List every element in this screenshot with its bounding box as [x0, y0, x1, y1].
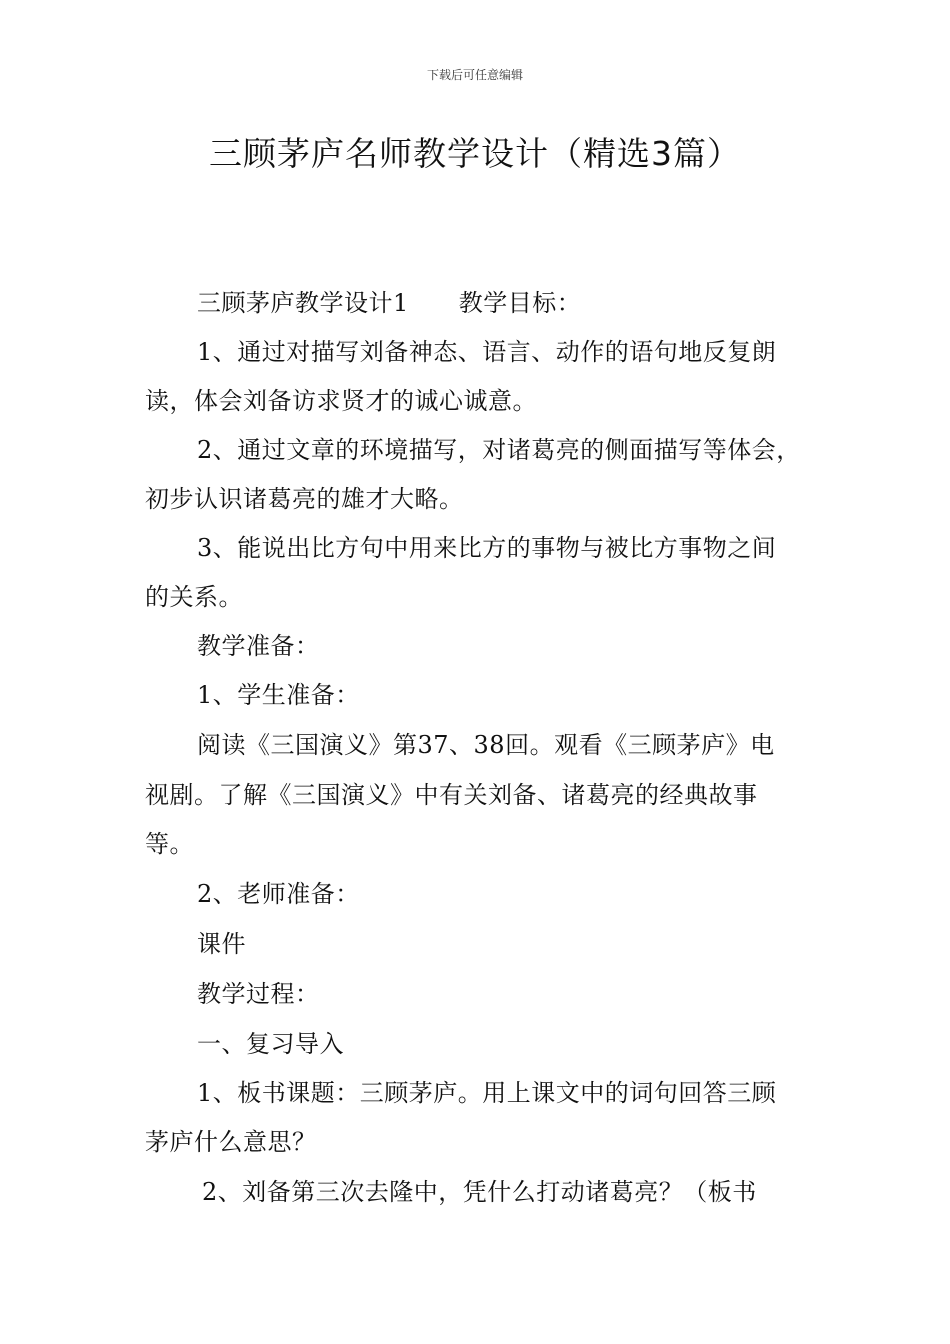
paragraph-line: 的关系。	[145, 583, 243, 611]
section-heading: 三顾茅庐教学设计1	[197, 289, 409, 317]
header-note: 下载后可任意编辑	[426, 68, 523, 82]
paragraph-line: 1、板书课题：三顾茅庐。用上课文中的词句回答三顾	[197, 1079, 777, 1107]
paragraph-line: 1、通过对描写刘备神态、语言、动作的语句地反复朗	[197, 338, 777, 366]
paragraph-line: 阅读《三国演义》第37、38回。观看《三顾茅庐》电	[197, 731, 775, 759]
paragraph-line: 视剧。了解《三国演义》中有关刘备、诸葛亮的经典故事	[145, 781, 758, 809]
paragraph-line: 等。	[145, 830, 194, 858]
paragraph-line: 1、学生准备：	[197, 681, 360, 709]
paragraph-line: 3、能说出比方句中用来比方的事物与被比方事物之间	[197, 534, 777, 562]
paragraph-line: 课件	[197, 930, 246, 958]
subsection-heading: 教学目标：	[458, 289, 582, 317]
paragraph-line: 读，体会刘备访求贤才的诚心诚意。	[145, 387, 537, 415]
paragraph-line	[197, 279, 581, 328]
paragraph-line: 2、通过文章的环境描写，对诸葛亮的侧面描写等体会，	[197, 436, 801, 464]
paragraph-line: 教学准备：	[197, 632, 320, 660]
document-title: 三顾茅庐名师教学设计（精选3篇）	[209, 134, 741, 173]
paragraph-line: 2、老师准备：	[197, 880, 360, 908]
paragraph-line: 初步认识诸葛亮的雄才大略。	[145, 485, 464, 513]
paragraph-line: 2、刘备第三次去隆中，凭什么打动诸葛亮？（板书	[202, 1178, 757, 1206]
paragraph-line: 茅庐什么意思？	[145, 1128, 317, 1156]
document-body	[145, 0, 810, 1344]
paragraph-line: 一、复习导入	[197, 1030, 344, 1058]
paragraph-line: 教学过程：	[197, 980, 320, 1008]
